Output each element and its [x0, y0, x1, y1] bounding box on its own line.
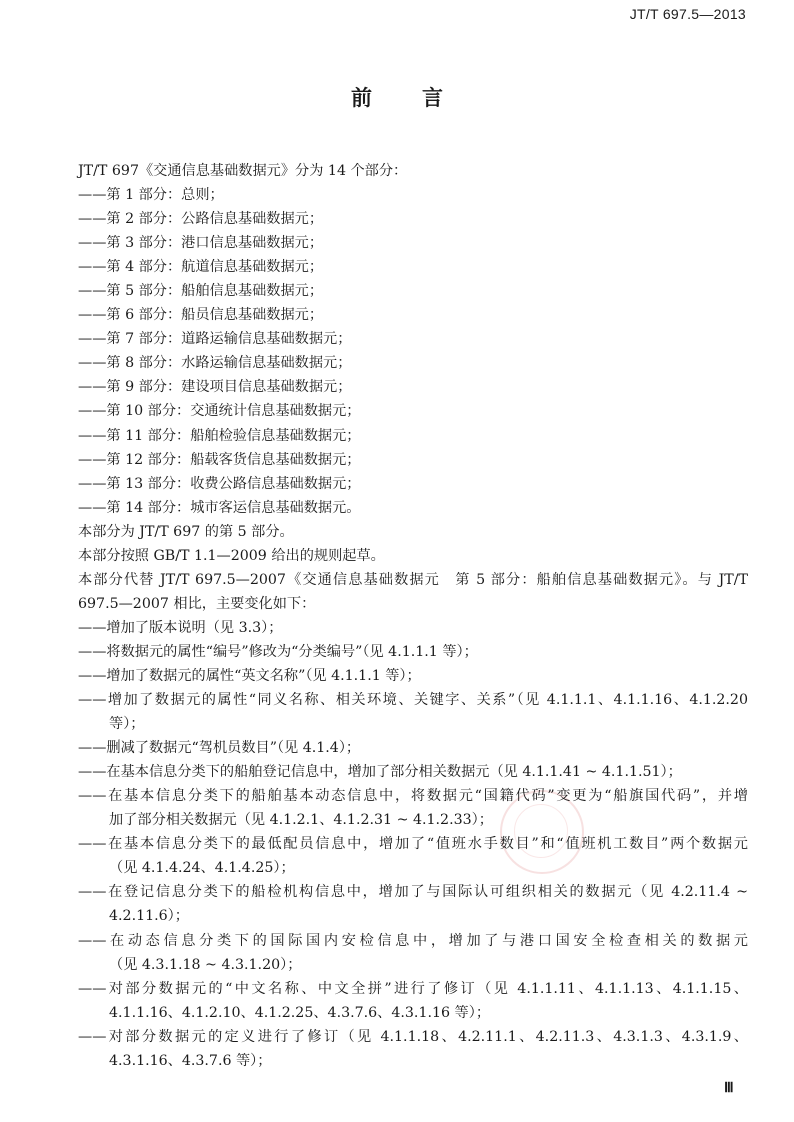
- text-line: （见 4.1.4.24、4.1.4.25）；: [109, 860, 295, 877]
- text-line: ——第 13 部分：收费公路信息基础数据元；: [78, 475, 361, 492]
- text-line: ——第 6 部分：船员信息基础数据元；: [78, 307, 324, 324]
- text-line: ——将数据元的属性“编号”修改为“分类编号”（见 4.1.1.1 等）；: [78, 643, 478, 660]
- text-line: ——第 12 部分：船载客货信息基础数据元；: [78, 451, 361, 468]
- text-line: ——增加了版本说明（见 3.3）；: [78, 619, 283, 636]
- text-line: （见 4.3.1.18 ~ 4.3.1.20）；: [109, 956, 302, 973]
- text-line: ——第 8 部分：水路运输信息基础数据元；: [78, 355, 352, 372]
- text-line: 4.3.1.16、4.3.7.6 等）；: [109, 1052, 272, 1069]
- text-line: ——第 1 部分：总则；: [78, 187, 224, 204]
- text-line: ——在基本信息分类下的船舶基本动态信息中，将数据元“国籍代码”变更为“船旗国代码”，并增: [78, 788, 748, 805]
- document-body: [78, 159, 748, 1073]
- text-line: ——在基本信息分类下的船舶登记信息中，增加了部分相关数据元（见 4.1.1.41 ~ 4.1.1.51）；: [78, 764, 682, 781]
- text-line: ——第 14 部分：城市客运信息基础数据元。: [78, 499, 361, 516]
- text-line: ——在基本信息分类下的最低配员信息中，增加了“值班水手数目”和“值班机工数目”两个数据元: [78, 836, 748, 853]
- text-line: 本部分为 JT/T 697 的第 5 部分。: [78, 523, 294, 540]
- text-line: ——对部分数据元的定义进行了修订（见 4.1.1.18、4.2.11.1、4.2.11.3、4.3.1.3、4.3.1.9、: [78, 1028, 748, 1045]
- text-line: ——在动态信息分类下的国际国内安检信息中，增加了与港口国安全检查相关的数据元: [78, 932, 748, 949]
- text-line: ——第 2 部分：公路信息基础数据元；: [78, 211, 324, 228]
- text-line: ——第 3 部分：港口信息基础数据元；: [78, 235, 324, 252]
- text-line: ——第 5 部分：船舶信息基础数据元；: [78, 283, 324, 300]
- text-line: 4.1.1.16、4.1.2.10、4.1.2.25、4.3.7.6、4.3.1.16 等）；: [109, 1004, 491, 1021]
- page-title: [0, 82, 794, 112]
- text-line: 本部分按照 GB/T 1.1—2009 给出的规则起草。: [78, 547, 385, 564]
- text-line: ——第 10 部分：交通统计信息基础数据元；: [78, 403, 361, 420]
- text-line: 本部分代替 JT/T 697.5—2007《交通信息基础数据元 第 5 部分：船舶信息基础数据元》。与 JT/T: [78, 571, 748, 588]
- text-line: 697.5—2007 相比，主要变化如下：: [78, 595, 316, 612]
- text-line: 4.2.11.6）；: [109, 908, 189, 925]
- text-line: ——增加了数据元的属性“同义名称、相关环境、关键字、关系”（见 4.1.1.1、4.1.1.16、4.1.2.20: [78, 692, 748, 709]
- text-line: JT/T 697《交通信息基础数据元》分为 14 个部分：: [78, 163, 408, 179]
- text-line: ——对部分数据元的“中文名称、中文全拼”进行了修订（见 4.1.1.11、4.1.1.13、4.1.1.15、: [78, 980, 748, 997]
- document-code: JT/T 697.5—2013: [629, 6, 746, 22]
- page-title-char-1: 前: [351, 86, 372, 110]
- page-title-char-2: 言: [422, 86, 443, 110]
- text-line: ——增加了数据元的属性“英文名称”（见 4.1.1.1 等）；: [78, 667, 421, 684]
- text-line: 等）；: [109, 716, 145, 733]
- text-line: ——第 7 部分：道路运输信息基础数据元；: [78, 331, 352, 348]
- text-line: ——第 9 部分：建设项目信息基础数据元；: [78, 379, 352, 396]
- text-line: 加了部分相关数据元（见 4.1.2.1、4.1.2.31 ~ 4.1.2.33）；: [109, 812, 493, 829]
- text-line: ——删减了数据元“驾机员数目”（见 4.1.4）；: [78, 740, 361, 757]
- page-number: Ⅲ: [724, 1081, 734, 1096]
- text-line: ——第 4 部分：航道信息基础数据元；: [78, 259, 324, 276]
- text-line: ——第 11 部分：船舶检验信息基础数据元；: [78, 427, 361, 444]
- text-line: ——在登记信息分类下的船检机构信息中，增加了与国际认可组织相关的数据元（见 4.2.11.4 ~: [78, 884, 748, 901]
